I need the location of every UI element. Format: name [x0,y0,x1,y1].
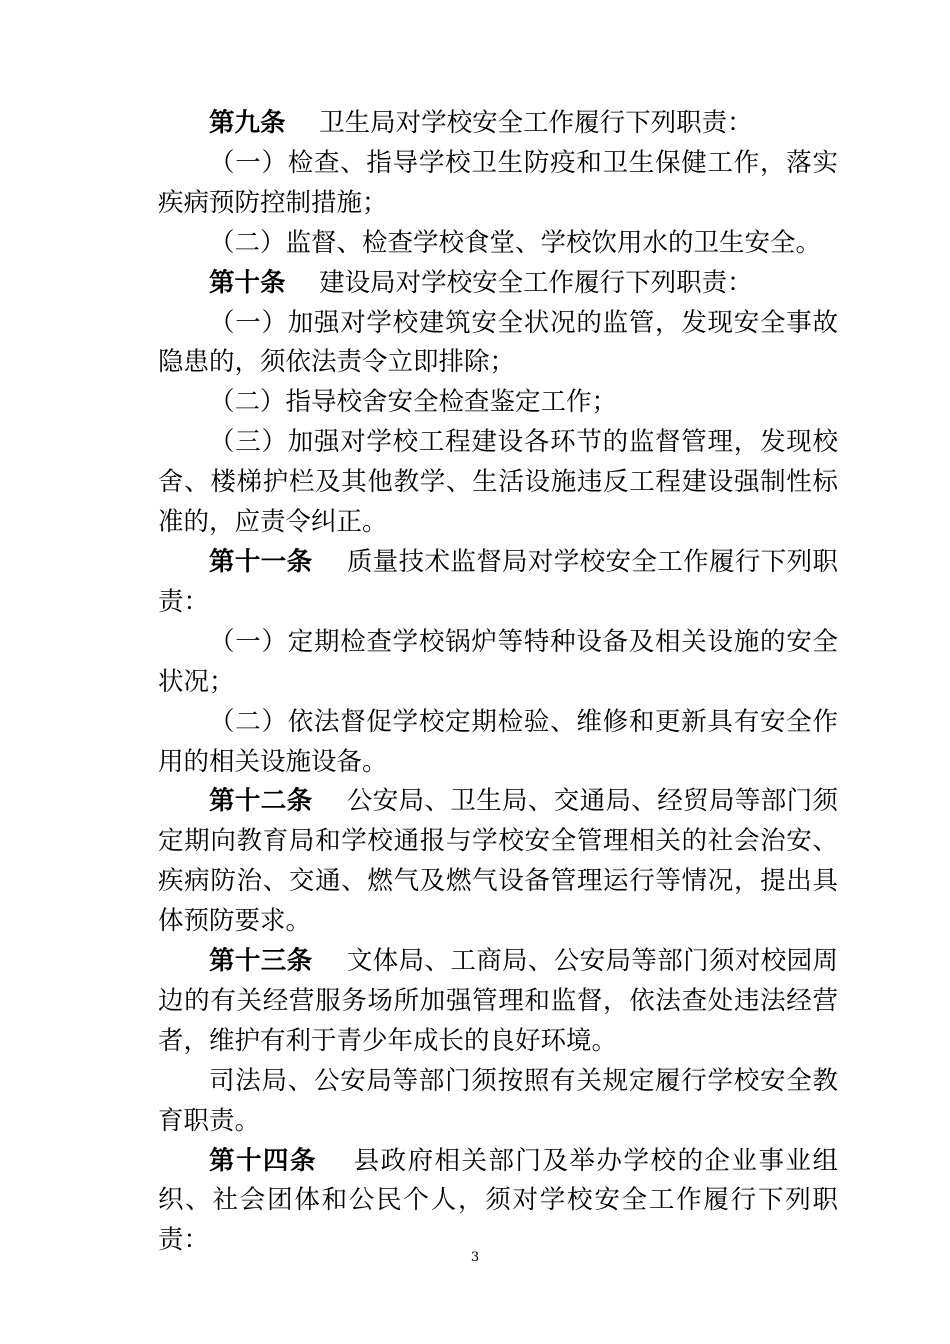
article-heading: 第十条 [209,267,286,298]
paragraph-text: （一）检查、指导学校卫生防疫和卫生保健工作，落实疾病预防控制措施； [158,147,838,218]
paragraph-item [158,423,838,543]
paragraph-article-10 [158,264,838,304]
article-heading: 第十四条 [209,1145,317,1176]
paragraph-text: （一）定期检查学校锅炉等特种设备及相关设施的安全状况； [158,626,838,697]
paragraph-text: 建设局对学校安全工作履行下列职责： [319,267,753,298]
paragraph-article-14 [158,1142,838,1262]
article-heading: 第十三条 [209,946,313,977]
article-heading: 第十二条 [209,786,313,817]
paragraph-item [158,1062,838,1142]
paragraph-article-13 [158,942,838,1062]
paragraph-article-12 [158,782,838,942]
paragraph-text: 文体局、工商局、公安局等部门须对校园周边的有关经营服务场所加强管理和监督，依法查处违法经营者，维护有利于青少年成长的良好环境。 [158,946,838,1056]
paragraph-item [158,383,838,423]
paragraph-text: 公安局、卫生局、交通局、经贸局等部门须定期向教育局和学校通报与学校安全管理相关的社会治安、疾病防治、交通、燃气及燃气设备管理运行等情况，提出具体预防要求。 [158,786,838,937]
paragraph-text: （二）指导校舍安全检查鉴定工作； [209,387,618,418]
paragraph-item [158,144,838,224]
paragraph-text: 县政府相关部门及举办学校的企业事业组织、社会团体和公民个人，须对学校安全工作履行下列职责： [158,1145,838,1256]
page-number: 3 [470,1250,480,1265]
paragraph-item [158,703,838,783]
paragraph-item [158,623,838,703]
body-text [158,104,838,1261]
paragraph-article-9 [158,104,838,144]
paragraph-text: （一）加强对学校建筑安全状况的监管，发现安全事故隐患的，须依法责令立即排除； [158,307,838,378]
paragraph-text: 质量技术监督局对学校安全工作履行下列职责： [158,546,838,617]
paragraph-text: 卫生局对学校安全工作履行下列职责： [319,108,753,138]
paragraph-text: （三）加强对学校工程建设各环节的监督管理，发现校舍、楼梯护栏及其他教学、生活设施违反工程建设强制性标准的，应责令纠正。 [158,427,838,538]
paragraph-article-11 [158,543,838,623]
paragraph-text: 司法局、公安局等部门须按照有关规定履行学校安全教育职责。 [158,1065,838,1136]
article-heading: 第九条 [209,108,286,138]
paragraph-item [158,304,838,384]
paragraph-item [158,224,838,264]
article-heading: 第十一条 [209,546,313,577]
paragraph-text: （二）监督、检查学校食堂、学校饮用水的卫生安全。 [209,227,822,258]
paragraph-text: （二）依法督促学校定期检验、维修和更新具有安全作用的相关设施设备。 [158,706,838,777]
